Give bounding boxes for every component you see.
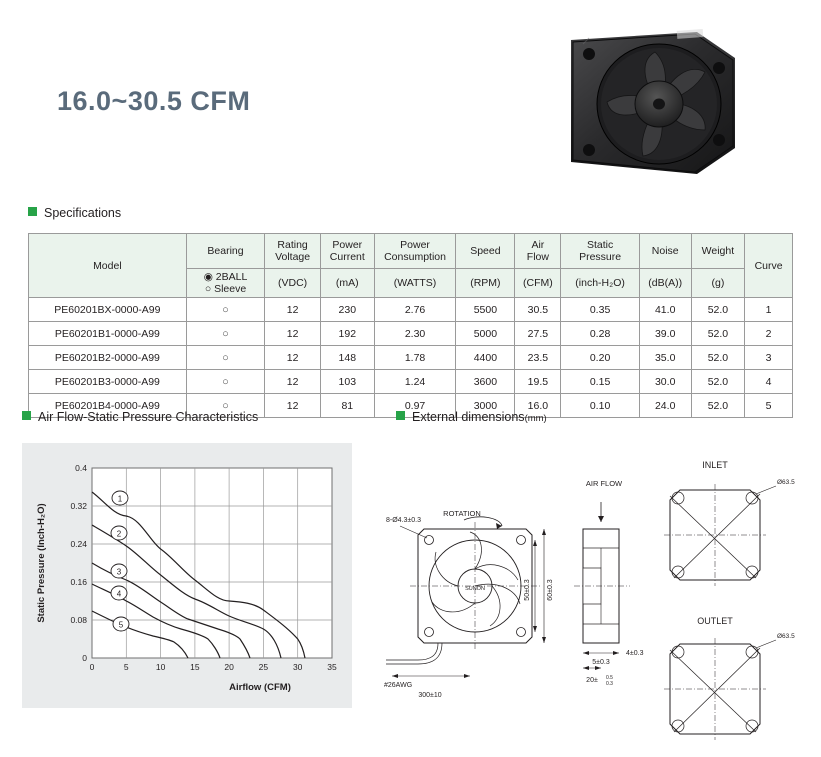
svg-text:20: 20 <box>224 662 234 672</box>
specifications-heading: Specifications <box>28 206 121 220</box>
fan-product-image <box>559 22 749 187</box>
cell-airflow: 27.5 <box>515 322 561 346</box>
green-square-bullet-icon <box>22 411 31 420</box>
cell-current: 103 <box>320 370 374 394</box>
chart-heading: Air Flow-Static Pressure Characteristics <box>22 410 258 424</box>
unit-airflow: (CFM) <box>515 269 561 298</box>
header-rating-voltage: Rating Voltage <box>265 234 321 269</box>
cell-noise: 24.0 <box>639 394 691 418</box>
label-depth-tol-upper: 0.5 <box>606 675 613 681</box>
curve-label-4: 4 <box>116 589 122 599</box>
cell-noise: 35.0 <box>639 346 691 370</box>
cell-power: 1.78 <box>374 346 456 370</box>
table-row <box>29 322 793 346</box>
label-outlet-dia: Ø63.5 <box>777 633 795 640</box>
cell-pressure: 0.28 <box>561 322 639 346</box>
svg-text:10: 10 <box>155 662 166 672</box>
svg-text:0.32: 0.32 <box>70 501 87 511</box>
svg-text:35: 35 <box>327 662 337 672</box>
cell-speed: 3600 <box>456 370 515 394</box>
cell-current: 148 <box>320 346 374 370</box>
page-title: 16.0~30.5 CFM <box>57 86 251 116</box>
cell-current: 192 <box>320 322 374 346</box>
unit-speed: (RPM) <box>456 269 515 298</box>
cell-voltage: 12 <box>265 346 321 370</box>
header-weight: Weight <box>691 234 745 269</box>
cell-speed: 3000 <box>456 394 515 418</box>
cell-speed: 5500 <box>456 298 515 322</box>
label-thickness-4: 4±0.3 <box>626 650 644 657</box>
table-row <box>29 298 793 322</box>
cell-pressure: 0.15 <box>561 370 639 394</box>
cell-noise: 39.0 <box>639 322 691 346</box>
table-row <box>29 346 793 370</box>
label-rotation: ROTATION <box>443 509 481 518</box>
cell-current: 81 <box>320 394 374 418</box>
cell-bearing: ○ <box>186 346 265 370</box>
header-bearing: Bearing <box>186 234 265 269</box>
cell-curve: 3 <box>745 346 793 370</box>
cell-model: PE60201B1-0000-A99 <box>29 322 187 346</box>
label-brand: SUNON <box>465 586 485 592</box>
table-row <box>29 370 793 394</box>
cell-pressure: 0.10 <box>561 394 639 418</box>
svg-text:0.16: 0.16 <box>70 577 87 587</box>
label-inlet: INLET <box>702 460 728 470</box>
curve-label-3: 3 <box>116 567 122 577</box>
unit-voltage: (VDC) <box>265 269 321 298</box>
specifications-table <box>28 233 793 418</box>
unit-weight: (g) <box>691 269 745 298</box>
cell-bearing: ○ <box>186 298 265 322</box>
cell-curve: 5 <box>745 394 793 418</box>
chart-xlabel: Airflow (CFM) <box>229 682 291 693</box>
svg-text:5: 5 <box>123 662 129 672</box>
curve-label-1: 1 <box>117 494 123 504</box>
cell-noise: 30.0 <box>639 370 691 394</box>
bearing-options: ◉ 2BALL ○ Sleeve <box>186 269 265 298</box>
svg-text:0.4: 0.4 <box>75 463 87 473</box>
label-depth-20: 20± <box>586 677 598 684</box>
cell-airflow: 16.0 <box>515 394 561 418</box>
unit-noise: (dB(A)) <box>639 269 691 298</box>
cell-bearing: ○ <box>186 394 265 418</box>
cell-curve: 1 <box>745 298 793 322</box>
header-power-consumption: Power Consumption <box>374 234 456 269</box>
chart-svg <box>22 443 352 708</box>
cell-speed: 4400 <box>456 346 515 370</box>
cell-airflow: 30.5 <box>515 298 561 322</box>
svg-text:25: 25 <box>258 662 269 672</box>
header-curve: Curve <box>745 234 793 298</box>
curve-label-2: 2 <box>116 529 122 539</box>
chart-ylabel: Static Pressure (Inch-H₂O) <box>36 503 47 623</box>
svg-text:0.24: 0.24 <box>70 539 87 549</box>
cell-speed: 5000 <box>456 322 515 346</box>
label-wire-gauge: #26AWG <box>384 682 413 689</box>
cell-pressure: 0.20 <box>561 346 639 370</box>
header-air-flow: Air Flow <box>515 234 561 269</box>
unit-pressure: (inch-H₂O) <box>561 269 639 298</box>
cell-weight: 52.0 <box>691 394 745 418</box>
cell-model: PE60201B4-0000-A99 <box>29 394 187 418</box>
cell-airflow: 19.5 <box>515 370 561 394</box>
header-static-pressure: Static Pressure <box>561 234 639 269</box>
airflow-static-pressure-chart <box>22 443 352 708</box>
dimensions-heading: External dimensions(mm) <box>396 410 547 424</box>
label-depth-tol-lower: 0.3 <box>606 681 613 687</box>
cell-weight: 52.0 <box>691 298 745 322</box>
cell-weight: 52.0 <box>691 322 745 346</box>
cell-pressure: 0.35 <box>561 298 639 322</box>
label-height-50: 50±0.3 <box>524 579 531 601</box>
label-inlet-dia: Ø63.5 <box>777 479 795 486</box>
cell-curve: 2 <box>745 322 793 346</box>
svg-text:0.08: 0.08 <box>70 615 87 625</box>
cell-weight: 52.0 <box>691 346 745 370</box>
label-hole-spec: 8-Ø4.3±0.3 <box>386 517 421 524</box>
svg-text:0: 0 <box>89 662 95 672</box>
label-wire-length: 300±10 <box>418 692 442 699</box>
header-power-current: Power Current <box>320 234 374 269</box>
header-model: Model <box>29 234 187 298</box>
cell-airflow: 23.5 <box>515 346 561 370</box>
cell-power: 2.76 <box>374 298 456 322</box>
cell-bearing: ○ <box>186 370 265 394</box>
label-outlet: OUTLET <box>697 616 733 626</box>
svg-text:0: 0 <box>82 653 87 663</box>
green-square-bullet-icon <box>396 411 405 420</box>
cell-curve: 4 <box>745 370 793 394</box>
header-speed: Speed <box>456 234 515 269</box>
header-noise: Noise <box>639 234 691 269</box>
svg-text:15: 15 <box>190 662 200 672</box>
curve-label-5: 5 <box>118 620 124 630</box>
cell-model: PE60201BX-0000-A99 <box>29 298 187 322</box>
unit-current: (mA) <box>320 269 374 298</box>
cell-weight: 52.0 <box>691 370 745 394</box>
svg-text:30: 30 <box>292 662 303 672</box>
label-flange-5: 5±0.3 <box>592 659 610 666</box>
external-dimensions-drawing <box>378 440 808 750</box>
cell-current: 230 <box>320 298 374 322</box>
cell-power: 0.97 <box>374 394 456 418</box>
cell-voltage: 12 <box>265 394 321 418</box>
cell-noise: 41.0 <box>639 298 691 322</box>
cell-voltage: 12 <box>265 370 321 394</box>
unit-power: (WATTS) <box>374 269 456 298</box>
green-square-bullet-icon <box>28 207 37 216</box>
cell-bearing: ○ <box>186 322 265 346</box>
cell-power: 1.24 <box>374 370 456 394</box>
cell-voltage: 12 <box>265 298 321 322</box>
label-width-60: 60±0.3 <box>547 579 554 601</box>
cell-voltage: 12 <box>265 322 321 346</box>
cell-model: PE60201B2-0000-A99 <box>29 346 187 370</box>
label-air-flow: AIR FLOW <box>585 479 623 488</box>
cell-power: 2.30 <box>374 322 456 346</box>
cell-model: PE60201B3-0000-A99 <box>29 370 187 394</box>
